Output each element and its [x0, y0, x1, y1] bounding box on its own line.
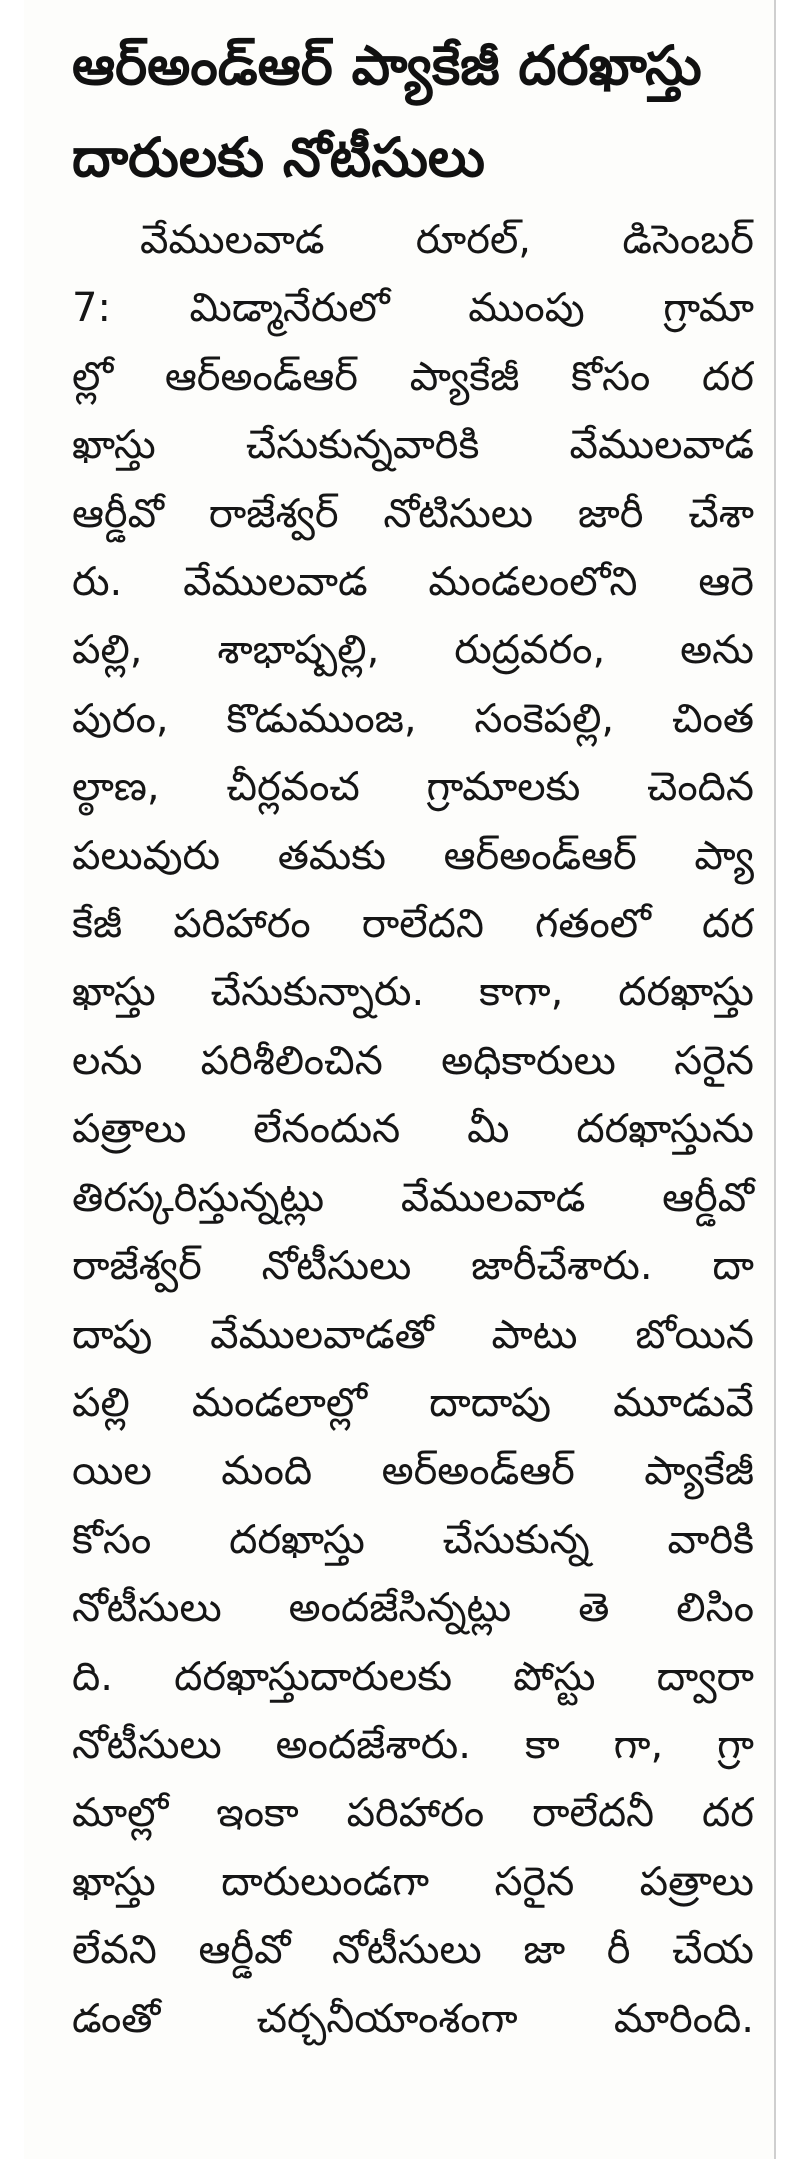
body-line: లను పరిశీలించిన అధికారులు సరైన: [72, 1037, 754, 1084]
body-line: నోటీసులు అందజేసిన్నట్లు తె లిసిం: [72, 1585, 754, 1632]
body-line: ఖాస్తు చేసుకున్నవారికి వేములవాడ: [72, 422, 754, 469]
body-line: తిరస్కరిస్తున్నట్లు వేములవాడ ఆర్డీవో: [72, 1174, 754, 1221]
body-line: ఖాస్తు దారులుండగా సరైన పత్రాలు: [72, 1858, 754, 1905]
body-line: ఖాస్తు చేసుకున్నారు. కాగా, దరఖాస్తు: [72, 969, 754, 1016]
body-line: యిల మంది అర్అండ్ఆర్ ప్యాకేజీ: [72, 1448, 754, 1495]
body-line: పత్రాలు లేనందున మీ దరఖాస్తును: [72, 1106, 754, 1153]
body-line: పలువురు తమకు ఆర్అండ్ఆర్ ప్యా: [72, 832, 754, 879]
body-line: కోసం దరఖాస్తు చేసుకున్న వారికి: [72, 1516, 754, 1563]
body-line: మాల్లో ఇంకా పరిహారం రాలేదనీ దర: [72, 1790, 754, 1837]
body-line: వేములవాడ రూరల్, డిసెంబర్: [140, 217, 754, 263]
body-line: 7: మిడ్మానేరులో ముంపు గ్రామా: [72, 285, 754, 332]
article-body: [24, 204, 774, 2053]
body-line: ది. దరఖాస్తుదారులకు పోస్టు ద్వారా: [72, 1653, 754, 1700]
body-line: నోటీసులు అందజేశారు. కా గా, గ్రా: [72, 1721, 754, 1768]
headline-line: ఆర్అండ్ఆర్ ప్యాకేజీ దరఖాస్తు: [72, 34, 702, 97]
body-line: లేవని ఆర్డీవో నోటీసులు జా రీ చేయ: [72, 1927, 754, 1974]
body-line: పల్లి మండలాల్లో దాదాపు మూడువే: [72, 1379, 754, 1426]
body-line: పల్లి, శాభాష్పల్లి, రుద్రవరం, అను: [72, 627, 754, 674]
body-line: ఆర్డీవో రాజేశ్వర్ నోటిసులు జారీ చేశా: [72, 490, 754, 537]
body-line: కేజీ పరిహారం రాలేదని గతంలో దర: [72, 901, 754, 948]
body-line: పురం, కొడుముంజ, సంకెపల్లి, చింత: [72, 695, 754, 742]
newspaper-clipping: [24, 0, 776, 2159]
body-line: డంతో చర్చనీయాంశంగా మారింది.: [72, 1995, 754, 2042]
body-line: రు. వేములవాడ మండలంలోని ఆరె: [72, 559, 754, 606]
body-line: ల్లో ఆర్అండ్ఆర్ ప్యాకేజీ కోసం దర: [72, 353, 754, 400]
article-headline: [24, 0, 774, 204]
body-line: ల్ఠాణ, చీర్లవంచ గ్రామాలకు చెందిన: [72, 764, 754, 811]
body-line: దాపు వేములవాడతో పాటు బోయిన: [72, 1311, 754, 1358]
body-line: రాజేశ్వర్ నోటీసులు జారీచేశారు. దా: [72, 1243, 754, 1290]
headline-line: దారులకు నోటీసులు: [72, 126, 485, 189]
